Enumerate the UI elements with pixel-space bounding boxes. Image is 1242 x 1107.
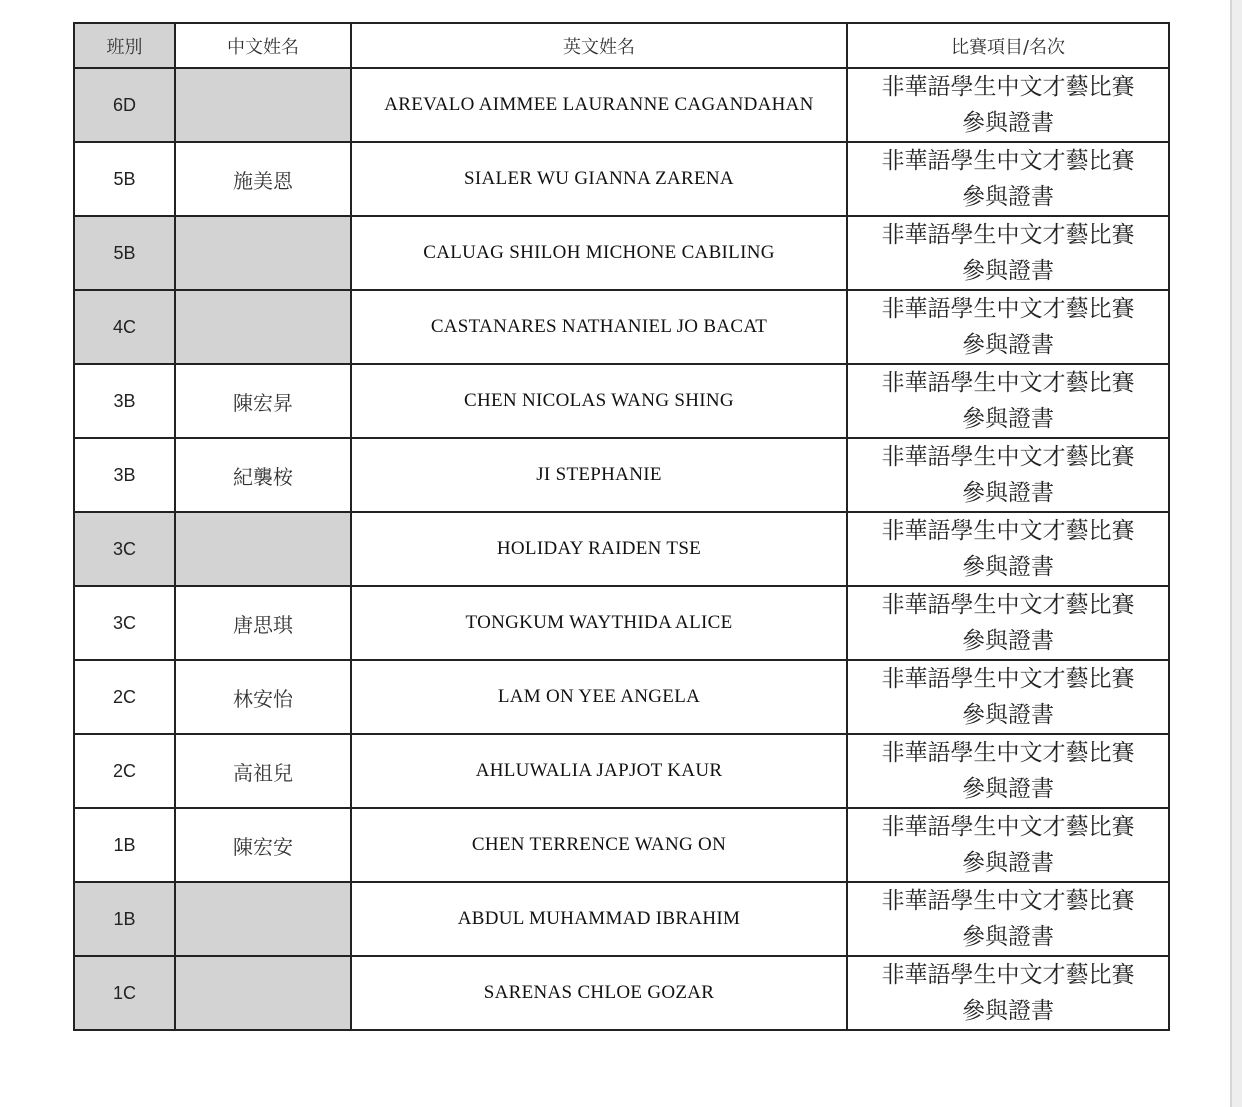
- table-row: [74, 660, 1169, 734]
- event-award: 參與證書: [962, 998, 1054, 1024]
- chinese-name-cell: [175, 68, 351, 142]
- event-award: 參與證書: [962, 110, 1054, 136]
- table-row: [74, 512, 1169, 586]
- chinese-name-cell: 陳宏安: [175, 808, 351, 882]
- event-award: 參與證書: [962, 258, 1054, 284]
- table-row: [74, 364, 1169, 438]
- class-cell: 3C: [74, 512, 175, 586]
- header-class: 班別: [74, 23, 175, 68]
- event-award: 參與證書: [962, 184, 1054, 210]
- table-row: [74, 290, 1169, 364]
- event-cell: [847, 808, 1169, 882]
- event-name: 非華語學生中文才藝比賽: [881, 740, 1135, 766]
- table-row: [74, 882, 1169, 956]
- event-cell: [847, 512, 1169, 586]
- table-row: [74, 216, 1169, 290]
- viewer-edge: [1232, 0, 1242, 1107]
- class-cell: 5B: [74, 216, 175, 290]
- event-cell: [847, 882, 1169, 956]
- table-row: [74, 142, 1169, 216]
- event-name: 非華語學生中文才藝比賽: [881, 592, 1135, 618]
- awards-table: [73, 22, 1170, 1031]
- chinese-name-cell: 林安怡: [175, 660, 351, 734]
- english-name-cell: CHEN NICOLAS WANG SHING: [351, 364, 847, 438]
- event-name: 非華語學生中文才藝比賽: [881, 296, 1135, 322]
- class-cell: 3B: [74, 364, 175, 438]
- chinese-name-cell: [175, 290, 351, 364]
- event-cell: [847, 956, 1169, 1030]
- table-row: [74, 68, 1169, 142]
- english-name-cell: CASTANARES NATHANIEL JO BACAT: [351, 290, 847, 364]
- class-cell: 4C: [74, 290, 175, 364]
- event-cell: [847, 142, 1169, 216]
- event-cell: [847, 68, 1169, 142]
- event-award: 參與證書: [962, 406, 1054, 432]
- english-name-cell: HOLIDAY RAIDEN TSE: [351, 512, 847, 586]
- table-row: [74, 956, 1169, 1030]
- chinese-name-cell: 施美恩: [175, 142, 351, 216]
- english-name-cell: CALUAG SHILOH MICHONE CABILING: [351, 216, 847, 290]
- table-row: [74, 808, 1169, 882]
- event-award: 參與證書: [962, 628, 1054, 654]
- english-name-cell: JI STEPHANIE: [351, 438, 847, 512]
- class-cell: 5B: [74, 142, 175, 216]
- table-header-row: [74, 23, 1169, 68]
- event-award: 參與證書: [962, 702, 1054, 728]
- chinese-name-cell: 陳宏昇: [175, 364, 351, 438]
- event-cell: [847, 290, 1169, 364]
- english-name-cell: SIALER WU GIANNA ZARENA: [351, 142, 847, 216]
- chinese-name-cell: [175, 882, 351, 956]
- event-name: 非華語學生中文才藝比賽: [881, 814, 1135, 840]
- event-name: 非華語學生中文才藝比賽: [881, 444, 1135, 470]
- english-name-cell: CHEN TERRENCE WANG ON: [351, 808, 847, 882]
- event-name: 非華語學生中文才藝比賽: [881, 962, 1135, 988]
- class-cell: 1B: [74, 882, 175, 956]
- chinese-name-cell: 高祖兒: [175, 734, 351, 808]
- event-award: 參與證書: [962, 776, 1054, 802]
- table-body: [74, 68, 1169, 1030]
- event-name: 非華語學生中文才藝比賽: [881, 148, 1135, 174]
- event-cell: [847, 660, 1169, 734]
- table-row: [74, 438, 1169, 512]
- event-name: 非華語學生中文才藝比賽: [881, 222, 1135, 248]
- table-row: [74, 586, 1169, 660]
- chinese-name-cell: 紀襲桉: [175, 438, 351, 512]
- header-event: 比賽項目/名次: [847, 23, 1169, 68]
- class-cell: 1B: [74, 808, 175, 882]
- chinese-name-cell: [175, 512, 351, 586]
- chinese-name-cell: [175, 216, 351, 290]
- event-cell: [847, 734, 1169, 808]
- chinese-name-cell: [175, 956, 351, 1030]
- english-name-cell: AHLUWALIA JAPJOT KAUR: [351, 734, 847, 808]
- class-cell: 3C: [74, 586, 175, 660]
- event-name: 非華語學生中文才藝比賽: [881, 888, 1135, 914]
- event-cell: [847, 364, 1169, 438]
- table-row: [74, 734, 1169, 808]
- header-chinese-name: 中文姓名: [175, 23, 351, 68]
- english-name-cell: AREVALO AIMMEE LAURANNE CAGANDAHAN: [351, 68, 847, 142]
- english-name-cell: LAM ON YEE ANGELA: [351, 660, 847, 734]
- english-name-cell: TONGKUM WAYTHIDA ALICE: [351, 586, 847, 660]
- event-cell: [847, 438, 1169, 512]
- class-cell: 3B: [74, 438, 175, 512]
- event-cell: [847, 586, 1169, 660]
- event-name: 非華語學生中文才藝比賽: [881, 518, 1135, 544]
- event-name: 非華語學生中文才藝比賽: [881, 74, 1135, 100]
- english-name-cell: ABDUL MUHAMMAD IBRAHIM: [351, 882, 847, 956]
- event-award: 參與證書: [962, 850, 1054, 876]
- english-name-cell: SARENAS CHLOE GOZAR: [351, 956, 847, 1030]
- chinese-name-cell: 唐思琪: [175, 586, 351, 660]
- event-award: 參與證書: [962, 332, 1054, 358]
- class-cell: 2C: [74, 734, 175, 808]
- class-cell: 6D: [74, 68, 175, 142]
- event-cell: [847, 216, 1169, 290]
- event-award: 參與證書: [962, 480, 1054, 506]
- class-cell: 2C: [74, 660, 175, 734]
- event-name: 非華語學生中文才藝比賽: [881, 666, 1135, 692]
- header-english-name: 英文姓名: [351, 23, 847, 68]
- event-award: 參與證書: [962, 554, 1054, 580]
- class-cell: 1C: [74, 956, 175, 1030]
- event-award: 參與證書: [962, 924, 1054, 950]
- event-name: 非華語學生中文才藝比賽: [881, 370, 1135, 396]
